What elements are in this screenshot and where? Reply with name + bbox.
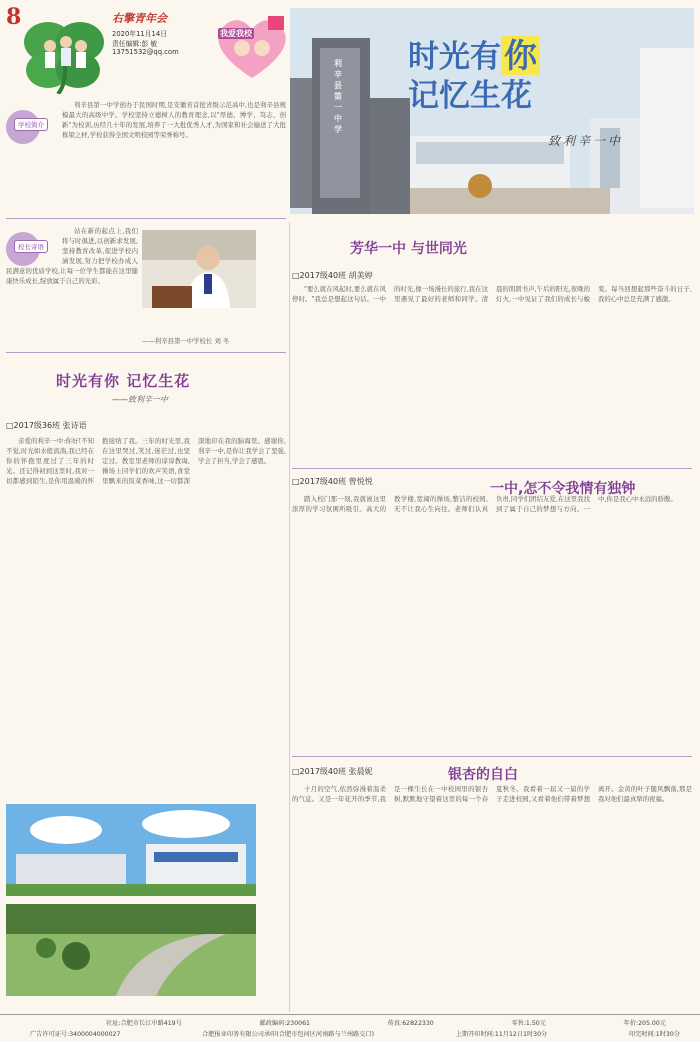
footer [0, 1014, 700, 1042]
badge-label: 我爱我校 [220, 29, 252, 38]
column-divider [289, 222, 290, 1012]
intro-text [6, 100, 286, 212]
article3-byline: □2017级40班 曾悦悦 [292, 477, 373, 486]
footer-fax: 传真:62822330 [387, 1020, 434, 1027]
section-title: 时光有你 记忆生花 [56, 372, 191, 390]
article3-title: 一中,怎不令我情有独钟 [490, 481, 636, 497]
heart-badge-icon [212, 14, 292, 82]
clover-logo-icon [18, 12, 110, 94]
campus-photo-top [6, 804, 256, 896]
issue-date: 2020年11月14日 [112, 30, 167, 38]
article4-text [292, 784, 692, 1006]
hero-subtitle: 致利辛一中 [548, 134, 624, 148]
principal-float [6, 226, 62, 266]
hero-title-line1-pre: 时光有 [408, 39, 501, 75]
school-love-badge [212, 14, 292, 82]
article3-divider [292, 756, 692, 757]
footer-row2 [30, 1029, 680, 1038]
footer-address: 社址:合肥市长江中路419号 [106, 1020, 182, 1027]
footer-annual-price: 年价:205.00元 [623, 1020, 666, 1027]
principal-text [6, 226, 138, 346]
hero-title-line2: 记忆生花 [408, 78, 532, 114]
intro-divider [6, 218, 286, 219]
intro-float [6, 100, 62, 144]
article1-byline: □2017级36班 张诗语 [6, 421, 87, 430]
page-number: 8 [6, 4, 22, 30]
article2-byline: □2017级40班 胡美婷 [292, 271, 373, 280]
contact-email: 13751532@qq.com [112, 48, 179, 56]
article1-text [6, 436, 286, 790]
campus-photo-bottom [6, 904, 256, 996]
masthead [0, 0, 290, 100]
building-sign: 利辛县第一中学 [334, 58, 342, 134]
hero-banner [290, 8, 694, 214]
principal-paragraph: 站在新的起点上,我们将与时俱进,以创新求发展,坚持教育改革,促进学校内涵发展,努力把学校办成人民满意的优质学校,让每一位学生都能在这里健康快乐成长,绽放属于自己的光彩。 [6, 227, 138, 285]
article1-paragraph: 亲爱的利辛一中:你好!不知不觉,时光如水般流淌,我已经在你的怀抱里度过了三年的时光。还记得初到这里时,我对一切都感到陌生,是你用温暖的怀抱接纳了我。三年的时光里,我在这里哭过,笑过,迷茫过,也坚定过。教室里老师的谆谆教诲,操场上同学们的欢声笑语,食堂里飘来的饭菜香味,这一切都深深地印在我的脑海里。感谢你,利辛一中,是你让我学会了坚强,学会了担当,学会了感恩。 [6, 437, 286, 485]
principal-photo [142, 230, 256, 308]
article4-title: 银杏的自白 [448, 767, 518, 783]
intro-tag: 学校简介 [14, 118, 48, 131]
footer-postcode: 邮政编码:230061 [259, 1020, 310, 1027]
article3-text [292, 494, 692, 748]
footer-retail-price: 零售:1.50元 [511, 1020, 546, 1027]
intro-paragraph: 利辛县第一中学创办于民国时期,是安徽省首批省级示范高中,也是利辛县规模最大的高级中学。学校坚持立德树人的教育理念,以"厚德、博学、笃志、创新"为校训,历经几十年的发展,培养了一大批优秀人才,为国家和社会输送了大批栋梁之材,学校获得全国文明校园等荣誉称号。 [62, 101, 286, 139]
footer-print-end: 印完时间:1时30分 [628, 1031, 680, 1038]
footer-printer: 合肥报业印务有限公司承印(合肥市包河区河南路与兰州路交口) [202, 1031, 374, 1038]
paper-name: 右擎青年会 [112, 12, 167, 25]
principal-tag: 校长寄语 [14, 240, 48, 253]
section-subtitle: ——致利辛一中 [112, 395, 168, 404]
article2-title: 芳华一中 与世同光 [350, 241, 467, 257]
article2-paragraph: "要么就在风起时,要么就在风停时。"我总是想起这句话。一中的时光,像一场漫长的旅行,我在这里遇见了最好的老师和同学。清晨的朗朗书声,午后的阳光,夜晚的灯火,一中见证了我们的成长与蜕变。每当回想起那些奋斗的日子,我的心中总是充满了感激。 [292, 285, 692, 303]
article2-divider [292, 468, 692, 469]
principal-divider [6, 352, 286, 353]
footer-ad-license: 广告许可证号:3400004000027 [30, 1031, 121, 1038]
principal-caption: ——利辛县第一中学校长 刘 冬 [142, 337, 230, 345]
article4-byline: □2017级40班 张晨妮 [292, 767, 373, 776]
editor-line: 责任编辑:彭 敏 [112, 40, 158, 48]
article3-paragraph: 踏入校门那一刻,我就被这里浓厚的学习氛围所吸引。高大的教学楼,宽阔的操场,整洁的校园,无不让我心生向往。老师们认真负责,同学们团结友爱,在这里我找到了属于自己的梦想与方向。一中,你是我心中永远的骄傲。 [292, 495, 677, 513]
article4-paragraph: 十月的空气,依然弥漫着温柔的气息。又是一年花开的季节,我是一棵生长在一中校园里的银杏树,默默地守望着这里的每一个春夏秋冬。我看着一届又一届的学子走进校园,又看着他们带着梦想离开。金黄的叶子随风飘落,那是我对他们最真挚的祝福。 [292, 785, 692, 803]
footer-print-start: 上期开印时间:11月12日1时30分 [455, 1031, 548, 1038]
hero-title-highlight: 你 [501, 36, 540, 75]
footer-row1 [106, 1018, 666, 1027]
article2-text [292, 284, 692, 462]
